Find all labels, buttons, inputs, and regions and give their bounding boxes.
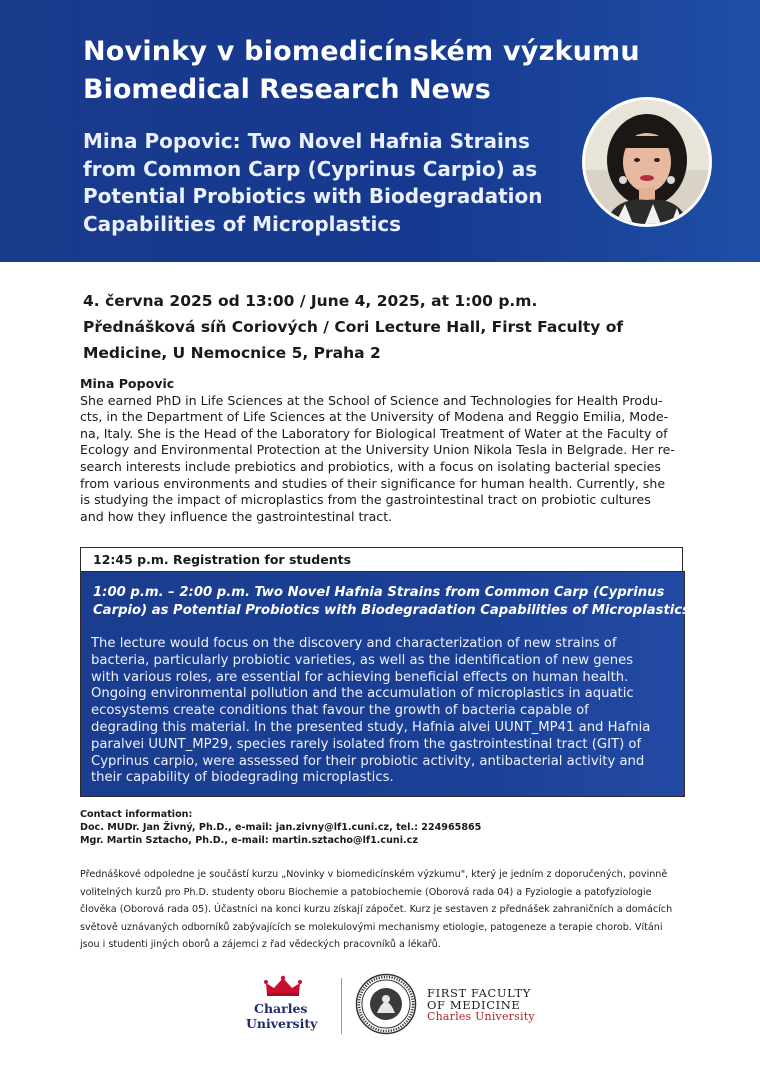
speaker-photo: [582, 97, 712, 227]
abstract-line: Ongoing environmental pollution and the accumulation of microplastics in aquatic: [91, 686, 634, 702]
bio-line: and how they influence the gastrointestinal tract.: [80, 508, 393, 524]
speaker-portrait-icon: [585, 100, 709, 224]
first-faculty-wordmark: [427, 987, 535, 1023]
abstract-line: paralvei UUNT_MP29, species rarely isolated from the gastrointestinal tract (GIT) of: [91, 736, 642, 752]
registration-row: [80, 547, 683, 571]
note-line: člověka (Oborová rada 05). Účastníci na konci kurzu získají zápočet. Kurz je sestaven z přednášek zahraničních a domácích: [80, 904, 673, 915]
header-banner: [0, 0, 760, 262]
registration-text: 12:45 p.m. Registration for students: [93, 552, 352, 567]
event-date: 4. června 2025 od 13:00 / June 4, 2025, at 1:00 p.m.: [83, 292, 538, 310]
cu-logo-line1: Charles: [254, 1001, 308, 1016]
bio-line: from various environments and studies of their significance for human health. Currently, she: [80, 475, 666, 491]
bio-line: She earned PhD in Life Sciences at the School of Science and Technologies for Health Produ-: [80, 392, 663, 408]
course-note: [80, 866, 672, 954]
event-details: [83, 288, 623, 366]
bio-line: na, Italy. She is the Head of the Laboratory for Biological Treatment of Water at the Faculty of: [80, 425, 668, 441]
event-venue-line: Medicine, U Nemocnice 5, Praha 2: [83, 344, 381, 362]
abstract-line: bacteria, particularly probiotic varieties, as well as the identification of new genes: [91, 652, 634, 668]
abstract-line: ecosystems create conditions that favour the growth of bacteria capable of: [91, 703, 589, 719]
bio-line: cts, in the Department of Life Sciences at the University of Modena and Reggio Emilia, Mode-: [80, 409, 669, 425]
speaker-bio: [80, 376, 686, 525]
abstract-line: The lecture would focus on the discovery and characterization of new strains of: [91, 636, 617, 651]
headline-line: Mina Popovic: Two Novel Hafnia Strains: [83, 129, 530, 153]
lecture-headline: [83, 128, 583, 238]
crown-icon: [264, 975, 302, 997]
note-line: volitelných kurzů pro Ph.D. studenty oboru Biochemie a patobiochemie (Oborová rada 04) a Fyziologie a patofyziologie: [80, 886, 652, 898]
lecture-box: [80, 571, 690, 797]
headline-line: Potential Probiotics with Biodegradation: [83, 184, 543, 208]
abstract-line: their capability of biodegrading microplastics.: [91, 770, 394, 786]
abstract-line: Cyprinus carpio, were assessed for their probiotic activity, antibacterial activity and: [91, 753, 645, 769]
logo-divider: [341, 978, 342, 1034]
speaker-name: Mina Popovic: [80, 376, 175, 391]
charles-university-logo: [240, 975, 326, 1035]
note-line: Přednáškové odpoledne je součástí kurzu „Novinky v biomedicínském výzkumu", který je jedním z doporučených, povinně: [80, 869, 668, 880]
contact-line: Doc. MUDr. Jan Živný, Ph.D., e-mail: jan.zivny@lf1.cuni.cz, tel.: 224965865: [80, 822, 482, 834]
lecture-title-line: Carpio) as Potential Probiotics with Biodegradation Capabilities of Microplastics: [93, 603, 690, 618]
event-venue-line: Přednášková síň Coriových / Cori Lecture Hall, First Faculty of: [83, 318, 624, 336]
bio-line: Ecology and Environmental Protection at the University Union Nikola Tesla in Belgrade. Her re-: [80, 442, 675, 458]
series-title-cz: Novinky v biomedicínském výzkumu: [83, 36, 640, 67]
contact-info: [80, 808, 481, 848]
note-line: jsou i studenti jiných oborů a zájemci z řad vědeckých pracovníků a lékařů.: [80, 939, 441, 950]
bio-line: is studying the impact of microplastics from the gastrointestinal tract on probiotic cultures: [80, 492, 651, 508]
headline-line: Capabilities of Microplastics: [83, 211, 402, 236]
abstract-line: with various roles, are essential for achieving beneficial effects on human health.: [91, 669, 629, 685]
series-title-en: Biomedical Research News: [83, 74, 491, 105]
abstract-line: degrading this material. In the presented study, Hafnia alvei UUNT_MP41 and Hafnia: [91, 719, 651, 735]
lecture-title-line: 1:00 p.m. – 2:00 p.m. Two Novel Hafnia Strains from Common Carp (Cyprinus: [93, 585, 665, 600]
faculty-seal-icon: [355, 973, 417, 1035]
lecture-title: [93, 584, 690, 620]
fff-line1: FIRST FACULTY: [427, 986, 531, 1000]
fff-line3: Charles University: [427, 1010, 535, 1023]
note-line: světově uznávaných odborníků zabývajících se molekulovými mechanismy etiologie, patogeneze a terapie chorob. Vítáni: [80, 921, 663, 933]
contact-heading: Contact information:: [80, 809, 193, 820]
headline-line: from Common Carp (Cyprinus Carpio) as: [83, 156, 538, 181]
contact-line: Mgr. Martin Sztacho, Ph.D., e-mail: martin.sztacho@lf1.cuni.cz: [80, 835, 418, 847]
fff-line2: OF MEDICINE: [427, 998, 521, 1012]
cu-logo-line2: University: [246, 1016, 318, 1031]
bio-line: search interests include prebiotics and probiotics, with a focus on isolating bacterial species: [80, 458, 661, 474]
lecture-abstract: [91, 636, 650, 787]
